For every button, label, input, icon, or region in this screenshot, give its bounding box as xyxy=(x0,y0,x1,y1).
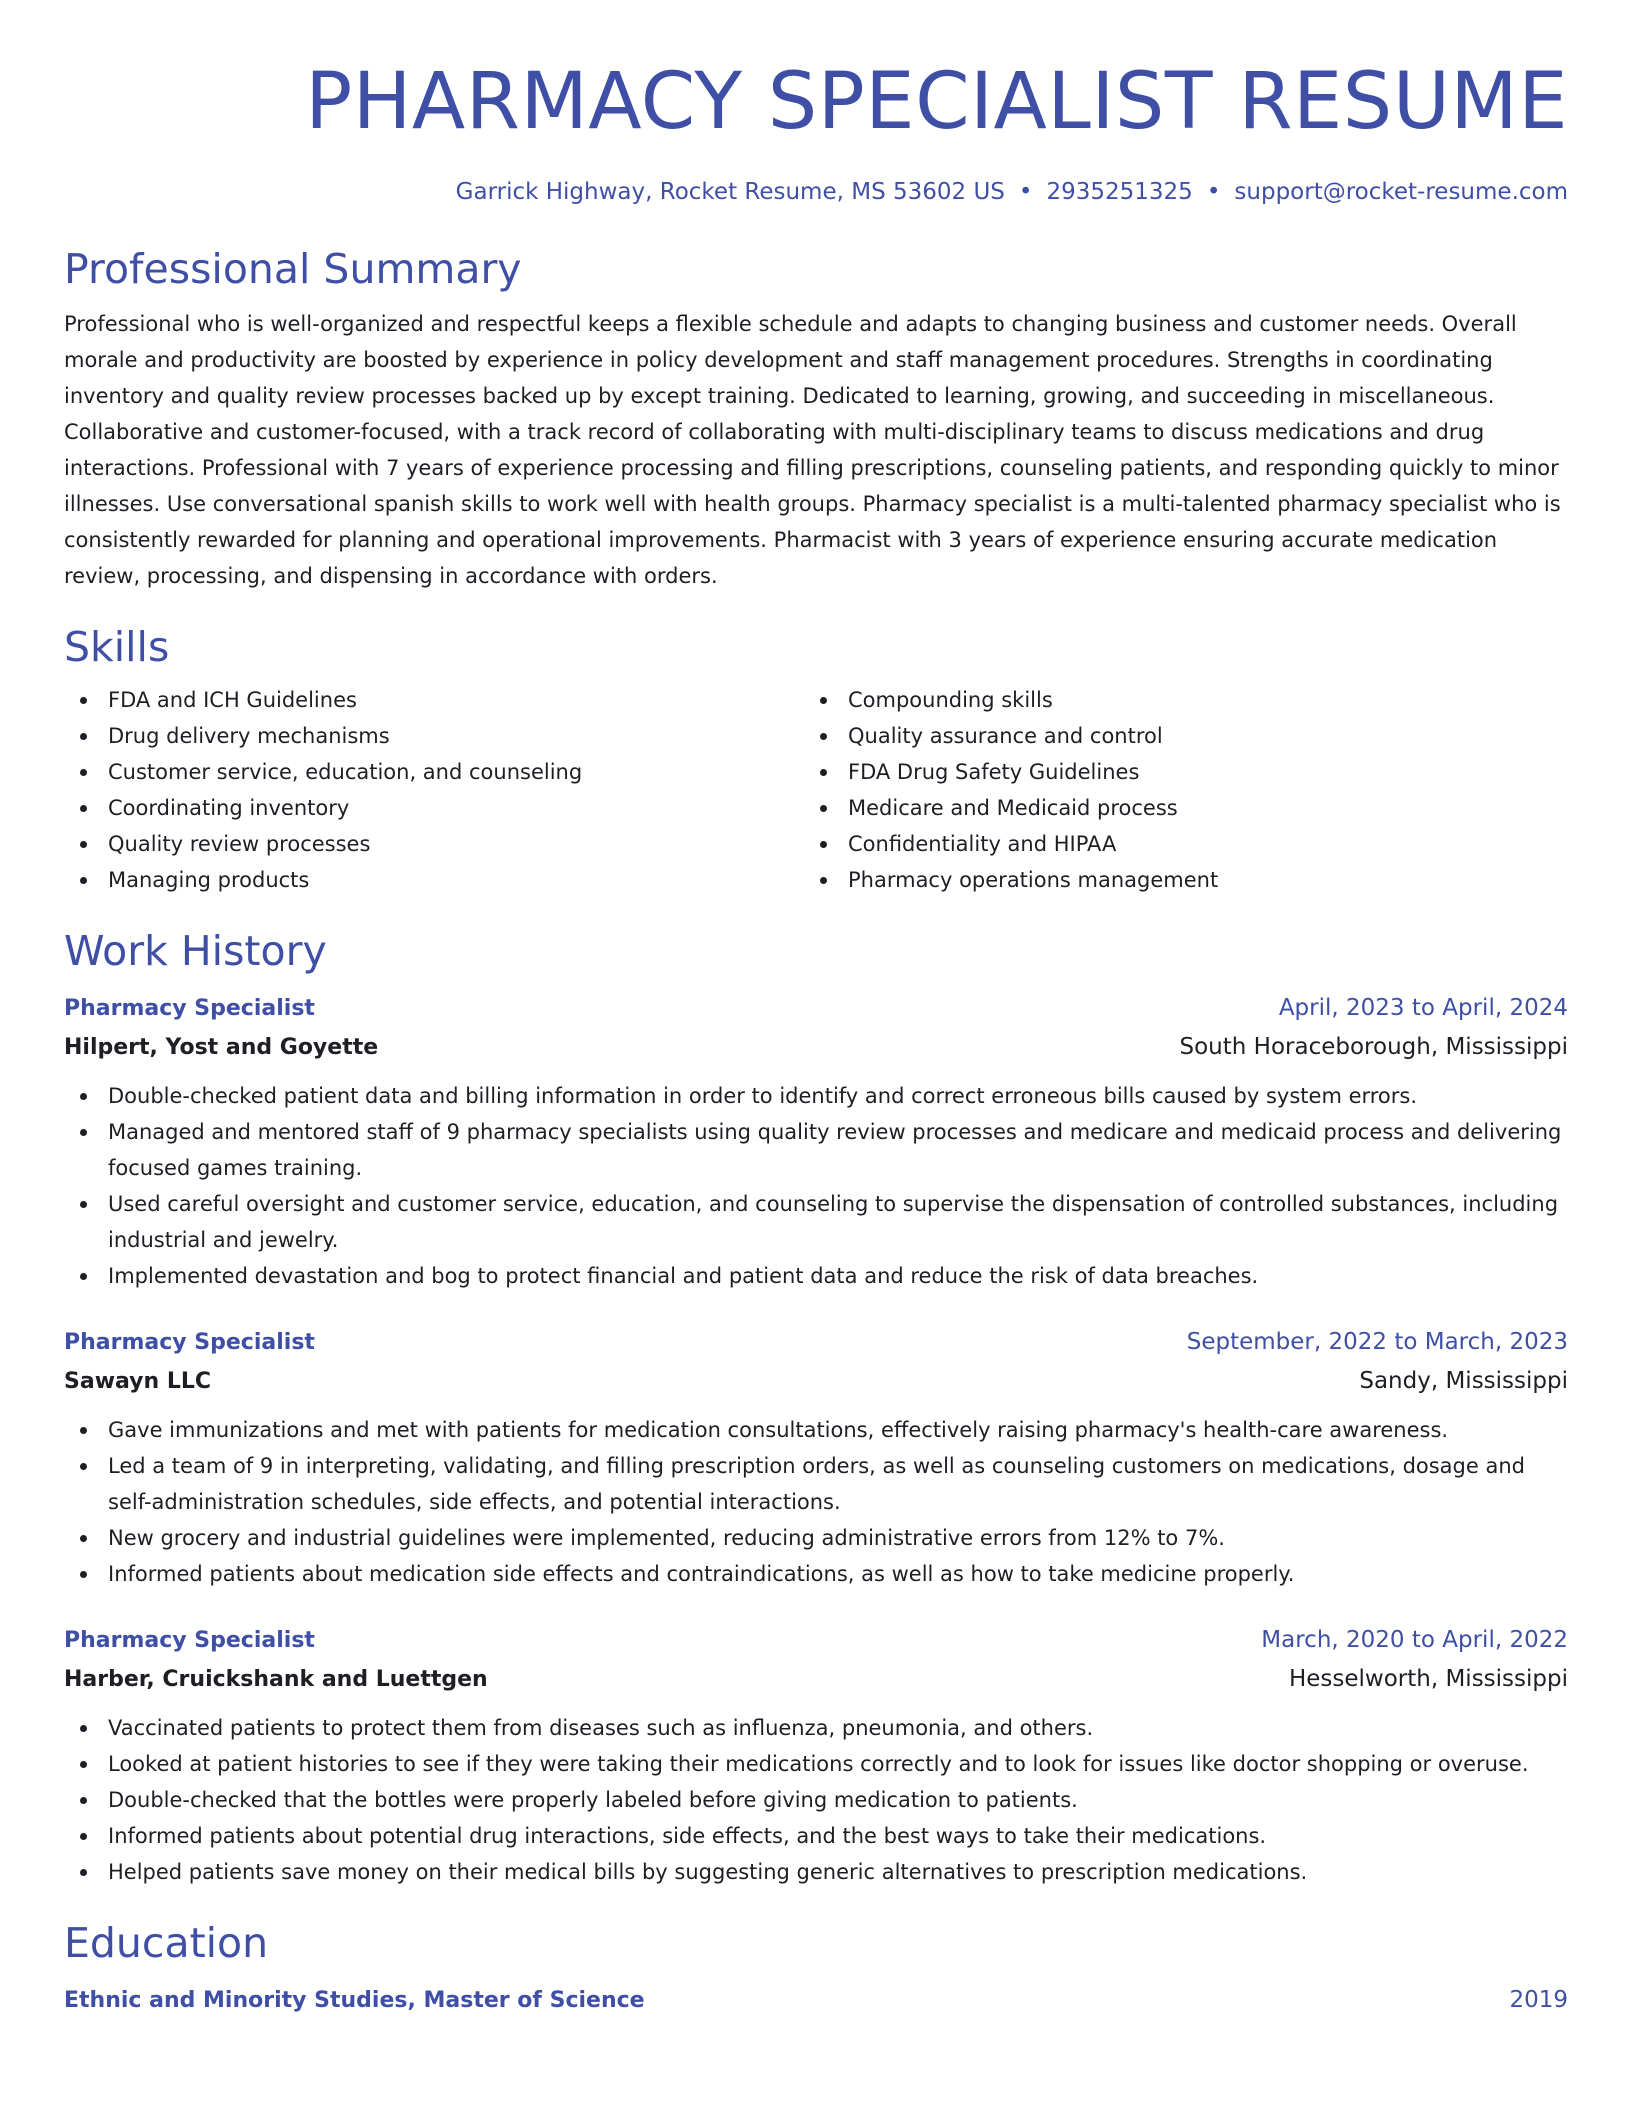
job-bullet: Informed patients about medication side effects and contraindications, as well as how to take medicine properly. xyxy=(64,1556,1568,1592)
contact-address: Garrick Highway, Rocket Resume, MS 53602 US xyxy=(455,179,1005,205)
skill-item: Coordinating inventory xyxy=(64,790,804,826)
summary-section xyxy=(64,244,1568,594)
job-title: Pharmacy Specialist xyxy=(64,996,315,1021)
separator-dot: • xyxy=(1018,179,1033,205)
education-degree: Ethnic and Minority Studies, Master of Science xyxy=(64,1988,645,2013)
skill-item: Quality assurance and control xyxy=(804,718,1544,754)
job-bullet: Looked at patient histories to see if they were taking their medications correctly and to look for issues like doctor shopping or overuse. xyxy=(64,1746,1568,1782)
skill-item: FDA Drug Safety Guidelines xyxy=(804,754,1544,790)
job-location: Sandy, Mississippi xyxy=(1359,1368,1568,1394)
skill-item: Managing products xyxy=(64,862,804,898)
contact-phone: 2935251325 xyxy=(1046,179,1193,205)
company-name: Harber, Cruickshank and Luettgen xyxy=(64,1667,488,1692)
job-bullet: Vaccinated patients to protect them from diseases such as influenza, pneumonia, and others. xyxy=(64,1710,1568,1746)
education-year: 2019 xyxy=(1509,1987,1568,2013)
skill-item: FDA and ICH Guidelines xyxy=(64,682,804,718)
job-bullet: Implemented devastation and bog to protect financial and patient data and reduce the risk of data breaches. xyxy=(64,1258,1568,1294)
job-bullet: Managed and mentored staff of 9 pharmacy specialists using quality review processes and medicare and medicaid process and delivering focused games training. xyxy=(64,1114,1568,1186)
education-entry xyxy=(64,1982,1568,2019)
skill-item: Customer service, education, and counseling xyxy=(64,754,804,790)
job-bullet: Gave immunizations and met with patients for medication consultations, effectively raising pharmacy's health-care awareness. xyxy=(64,1412,1568,1448)
job-dates: April, 2023 to April, 2024 xyxy=(1278,995,1568,1021)
job-bullet: Double-checked that the bottles were properly labeled before giving medication to patients. xyxy=(64,1782,1568,1818)
skill-item: Pharmacy operations management xyxy=(804,862,1544,898)
job-bullet: Led a team of 9 in interpreting, validating, and filling prescription orders, as well as counseling customers on medications, dosage and self-administration schedules, side effects, and potential interactions. xyxy=(64,1448,1568,1520)
skill-item: Medicare and Medicaid process xyxy=(804,790,1544,826)
page-title: PHARMACY SPECIALIST RESUME xyxy=(305,57,1568,147)
company-name: Hilpert, Yost and Goyette xyxy=(64,1035,379,1060)
skill-item: Confidentiality and HIPAA xyxy=(804,826,1544,862)
job-bullet: Double-checked patient data and billing information in order to identify and correct erroneous bills caused by system errors. xyxy=(64,1078,1568,1114)
job-entry xyxy=(64,1622,1568,1890)
job-entry xyxy=(64,990,1568,1294)
job-bullets xyxy=(64,1412,1568,1592)
contact-line xyxy=(64,176,1568,208)
skill-item: Drug delivery mechanisms xyxy=(64,718,804,754)
skills-heading: Skills xyxy=(64,623,170,671)
job-bullet: Used careful oversight and customer service, education, and counseling to supervise the dispensation of controlled substances, including industrial and jewelry. xyxy=(64,1186,1568,1258)
job-bullet: New grocery and industrial guidelines were implemented, reducing administrative errors from 12% to 7%. xyxy=(64,1520,1568,1556)
summary-text: Professional who is well-organized and respectful keeps a flexible schedule and adapts to changing business and customer needs. Overall morale and productivity are boosted by experience in policy development and staff management procedures. Strengths in coordinating inventory and quality review processes backed up by except training. Dedicated to learning, growing, and succeeding in miscellaneous. Collaborative and customer-focused, with a track record of collaborating with multi-disciplinary teams to discuss medications and drug interactions. Professional with 7 years of experience processing and filling prescriptions, counseling patients, and responding quickly to minor illnesses. Use conversational spanish skills to work well with health groups. Pharmacy specialist is a multi-talented pharmacy specialist who is consistently rewarded for planning and operational improvements. Pharmacist with 3 years of experience ensuring accurate medication review, processing, and dispensing in accordance with orders. xyxy=(64,312,1561,588)
work-history-heading: Work History xyxy=(64,927,327,975)
job-entry xyxy=(64,1324,1568,1592)
skills-list-left xyxy=(64,682,804,898)
skills-section xyxy=(64,622,1568,898)
job-location: South Horaceborough, Mississippi xyxy=(1179,1034,1568,1060)
company-name: Sawayn LLC xyxy=(64,1369,212,1394)
job-title: Pharmacy Specialist xyxy=(64,1330,315,1355)
job-bullets xyxy=(64,1710,1568,1890)
education-section xyxy=(64,1918,1568,2019)
job-dates: March, 2020 to April, 2022 xyxy=(1261,1627,1568,1653)
separator-dot: • xyxy=(1206,179,1221,205)
skills-grid xyxy=(64,682,1568,898)
contact-email: support@rocket-resume.com xyxy=(1234,179,1568,205)
skill-item: Quality review processes xyxy=(64,826,804,862)
job-dates: September, 2022 to March, 2023 xyxy=(1186,1329,1568,1355)
job-bullet: Helped patients save money on their medical bills by suggesting generic alternatives to prescription medications. xyxy=(64,1854,1568,1890)
education-heading: Education xyxy=(64,1919,269,1967)
work-history-section xyxy=(64,926,1568,1890)
summary-heading: Professional Summary xyxy=(64,245,522,293)
job-location: Hesselworth, Mississippi xyxy=(1288,1666,1568,1692)
skill-item: Compounding skills xyxy=(804,682,1544,718)
job-bullet: Informed patients about potential drug interactions, side effects, and the best ways to take their medications. xyxy=(64,1818,1568,1854)
job-title: Pharmacy Specialist xyxy=(64,1628,315,1653)
skills-list-right xyxy=(804,682,1544,898)
job-bullets xyxy=(64,1078,1568,1294)
